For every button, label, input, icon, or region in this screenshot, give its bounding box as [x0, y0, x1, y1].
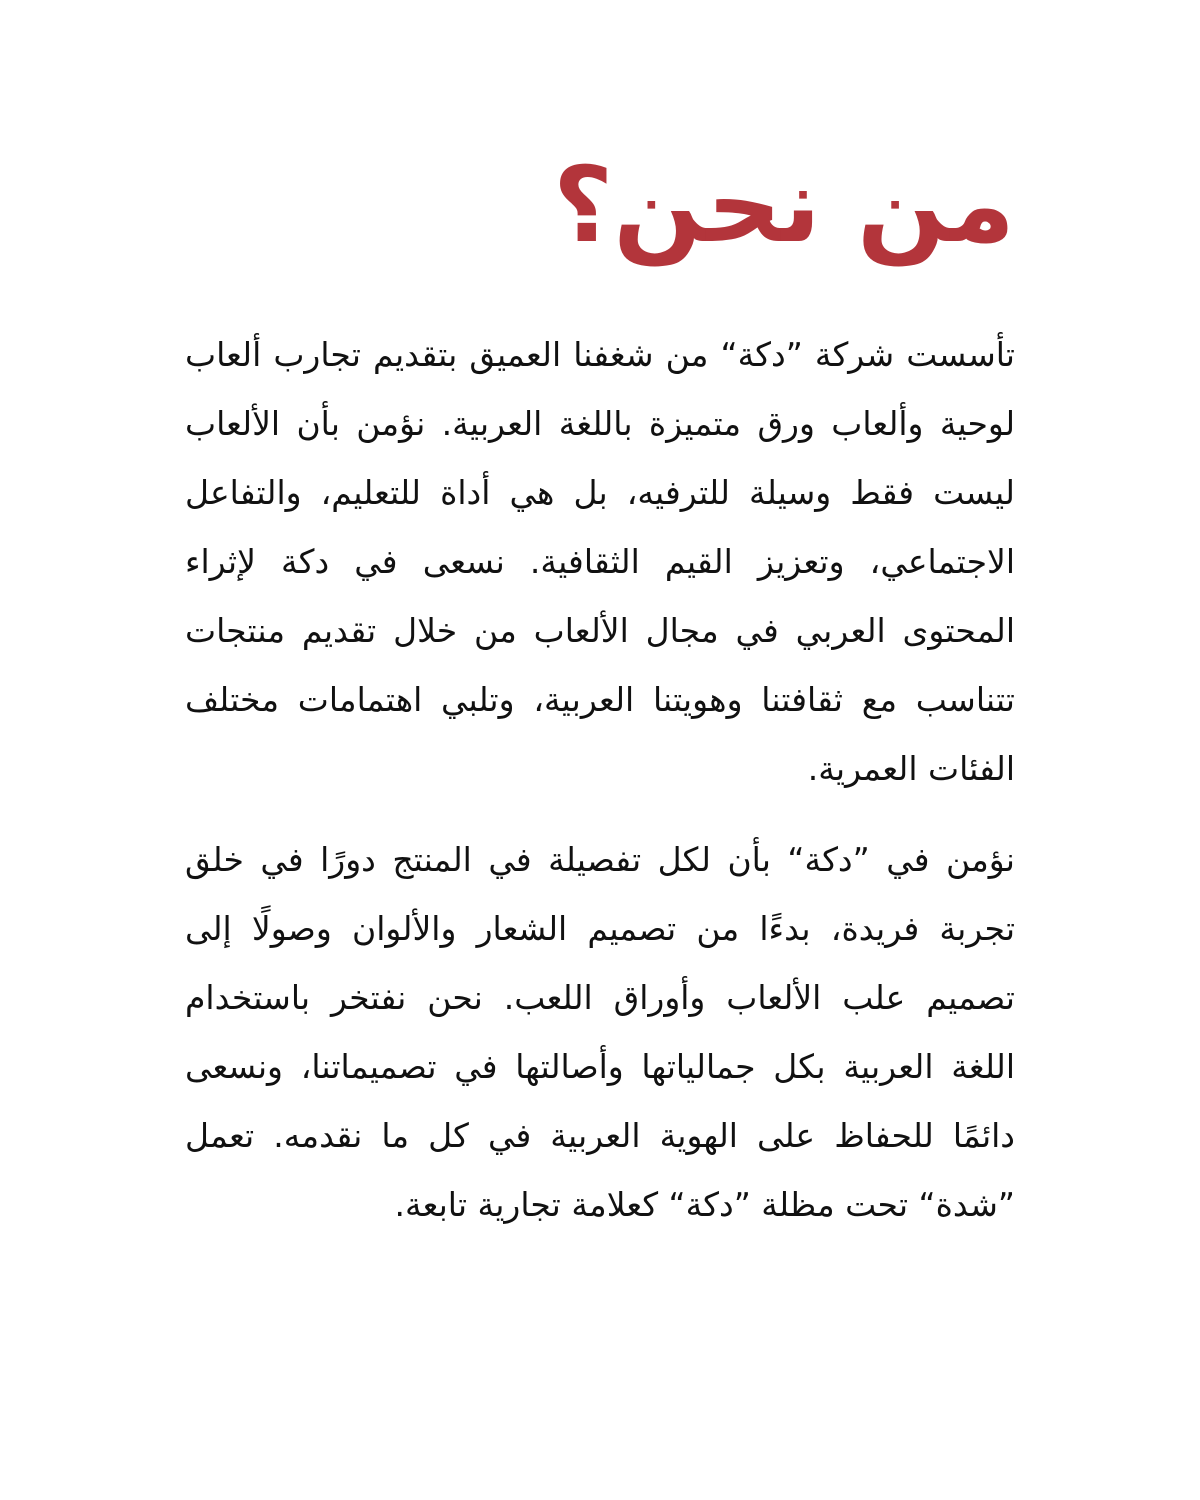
- about-page: [185, 0, 1015, 1500]
- page-title: من نحن؟: [552, 144, 1015, 266]
- about-paragraph-2: نؤمن في ”دكة“ بأن لكل تفصيلة في المنتج دورًا في خلق تجربة فريدة، بدءًا من تصميم الشعار والألوان وصولًا إلى تصميم علب الألعاب وأوراق اللعب. نحن نفتخر باستخدام اللغة العربية بكل جمالياتها وأصالتها في تصميماتنا، ونسعى دائمًا للحفاظ على الهوية العربية في كل ما نقدمه. تعمل ”شدة“ تحت مظلة ”دكة“ كعلامة تجارية تابعة.: [185, 840, 1015, 1224]
- about-body: [185, 320, 1015, 1239]
- about-paragraph-1: تأسست شركة ”دكة“ من شغفنا العميق بتقديم تجارب ألعاب لوحية وألعاب ورق متميزة باللغة العربية. نؤمن بأن الألعاب ليست فقط وسيلة للترفيه، بل هي أداة للتعليم، والتفاعل الاجتماعي، وتعزيز القيم الثقافية. نسعى في دكة لإثراء المحتوى العربي في مجال الألعاب من خلال تقديم منتجات تتناسب مع ثقافتنا وهويتنا العربية، وتلبي اهتمامات مختلف الفئات العمرية.: [185, 335, 1015, 788]
